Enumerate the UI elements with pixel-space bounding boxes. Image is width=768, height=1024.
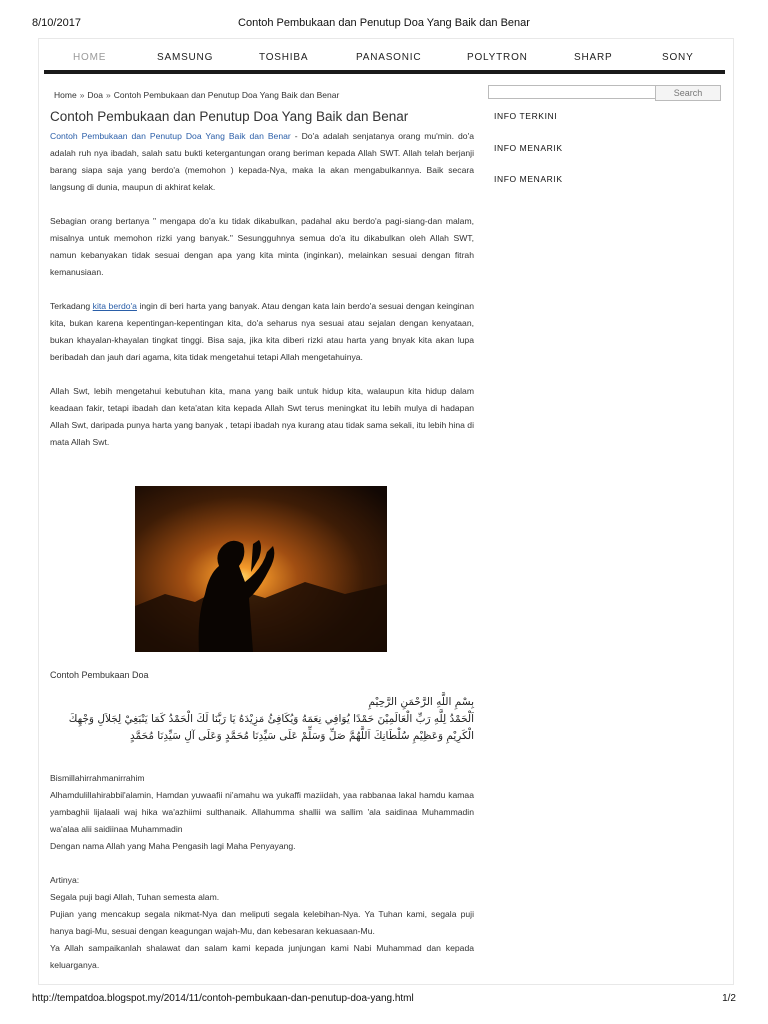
transliteration-block [50, 770, 474, 974]
breadcrumb-category[interactable]: Doa [87, 90, 104, 100]
transliteration-text: Alhamdulillahirabbil'alamin, Hamdan yuwaafii ni'amahu wa yukaffi maziidah, yaa rabbanaa lakal hamdu kamaa yambaghii lijalaali waj hika wa'azhiimi sulthanaik. Allahumma shallii wa sallim 'ala saidinaa Muhammadin wa'alaa alii saidiinaa Muhammadin [50, 790, 474, 834]
section-label-pembukaan: Contoh Pembukaan Doa [50, 670, 149, 680]
nav-item-polytron[interactable]: POLYTRON [467, 52, 528, 63]
widget-title-info-terkini: INFO TERKINI [494, 111, 558, 121]
praying-silhouette-graphic [135, 486, 387, 652]
breadcrumb [54, 90, 339, 100]
meaning-line: Dengan nama Allah yang Maha Pengasih lagi Maha Penyayang. [50, 841, 296, 851]
breadcrumb-separator: » [106, 90, 111, 100]
widget-title-info-menarik-2: INFO MENARIK [494, 174, 563, 184]
breadcrumb-separator: » [79, 90, 85, 100]
paragraph-question: Sebagian orang bertanya " mengapa do'a ku tidak dikabulkan, padahal aku berdo'a pagi-siang-dan malam, misalnya untuk memohon rizki yang banyak." Sesungguhnya semua do'a itu dikabulkan oleh Allah SWT, namun kebanyakan tidak sesuai dengan apa yang kita minta (inginkan), melainkan sesuai dengan fitrah kemanusiaan. [50, 216, 474, 277]
nav-item-samsung[interactable]: SAMSUNG [157, 52, 214, 63]
lead-link[interactable]: Contoh Pembukaan dan Penutup Doa Yang Baik dan Benar [50, 131, 291, 141]
artinya-line: Pujian yang mencakup segala nikmat-Nya dan meliputi segala kelebihan-Nya. Ya Tuhan kami, segala puji hanya bagi-Mu, sesuai dengan keagungan wajah-Mu, dan kebesaran kekuasaan-Mu. [50, 909, 474, 936]
artinya-label: Artinya: [50, 875, 80, 885]
nav-item-toshiba[interactable]: TOSHIBA [259, 52, 309, 63]
widget-title-info-menarik: INFO MENARIK [494, 143, 563, 153]
arabic-prayer: اَلْحَمْدُ لِلَّهِ رَبِّ الْعَالَمِيْنَ حَمْدًا يُوَافِي نِعَمَهُ وَيُكَافِئُ مَزِيْدَهُ يَا رَبَّنَا لَكَ الْحَمْدُ كَمَا يَنْبَغِيْ لِجَلاَلِ وَجْهِكَ الْكَرِيْمِ وَعَظِيْمِ سُلْطَانِكَ اَللَّهُمَّ صَلِّ وَسَلِّمْ عَلَى سَيِّدِنَا مُحَمَّدٍ وَعَلَى آلِ سَيِّدِنَا مُحَمَّدٍ [68, 713, 474, 742]
search-input[interactable] [488, 85, 656, 99]
paragraph-wealth-start: Terkadang [50, 301, 93, 311]
nav-item-panasonic[interactable]: PANASONIC [356, 52, 422, 63]
top-nav [39, 39, 733, 73]
print-page-number: 1/2 [722, 993, 736, 1004]
paragraph-intro-text: - Do'a adalah senjatanya orang mu'min. do'a adalah ruh nya ibadah, salah satu bukti ketergantungan orang beriman kepada Allah SWT. Allah telah berjanji barang siapa saja yang berdo'a (memohon ) kepada-Nya, maka Ia akan mengabulkannya. Baik secara langsung di dunia, maupun di akhirat kelak. [50, 131, 474, 192]
search-button[interactable]: Search [655, 85, 721, 101]
breadcrumb-home[interactable]: Home [54, 90, 77, 100]
nav-divider-bar [44, 70, 725, 74]
praying-silhouette-image [135, 486, 387, 652]
artinya-line: Segala puji bagi Allah, Tuhan semesta alam. [50, 892, 220, 902]
nav-item-sharp[interactable]: SHARP [574, 52, 613, 63]
print-url: http://tempatdoa.blogspot.my/2014/11/contoh-pembukaan-dan-penutup-doa-yang.html [32, 993, 414, 1004]
print-title: Contoh Pembukaan dan Penutup Doa Yang Baik dan Benar [238, 17, 530, 29]
paragraph-knowledge: Allah Swt, lebih mengetahui kebutuhan kita, mana yang baik untuk hidup kita, walaupun kita hidup dalam keadaan fakir, tetapi ibadah dan keta'atan kita kepada Allah Swt terus meningkat itu lebih mulya di hadapan Allah Swt, daripada punya harta yang banyak , tetapi ibadah nya kurang atau tidak sama sekali, itu lebih hina di mata Allah Swt. [50, 386, 474, 447]
nav-item-home[interactable]: HOME [73, 52, 107, 63]
nav-item-sony[interactable]: SONY [662, 52, 694, 63]
transliteration-title: Bismillahirrahmanirrahim [50, 773, 145, 783]
print-date: 8/10/2017 [32, 17, 81, 29]
post-title: Contoh Pembukaan dan Penutup Doa Yang Baik dan Benar [50, 109, 409, 124]
arabic-prayer-text [50, 694, 474, 745]
breadcrumb-current: Contoh Pembukaan dan Penutup Doa Yang Baik dan Benar [113, 90, 340, 100]
arabic-basmala: بِسْمِ اللَّهِ الرَّحْمَنِ الرَّحِيْمِ [368, 696, 474, 708]
blog-page [38, 38, 734, 985]
paragraph-wealth [50, 298, 474, 366]
paragraph-intro [50, 128, 474, 196]
kita-berdoa-link[interactable]: kita berdo'a [92, 301, 137, 311]
post-body [50, 128, 474, 468]
artinya-line: Ya Allah sampaikanlah shalawat dan salam kami kepada junjungan kami Nabi Muhammad dan kepada keluarganya. [50, 943, 474, 970]
paragraph-wealth-text: ingin di beri harta yang banyak. Atau dengan kata lain berdo'a sesuai dengan keinginan kita, bukan karena kepentingan-kepentingan kita, do'a seharus nya sesuai atau sejalan dengan kenyataan, bukan khayalan-khayalan tingkat tinggi. Bisa saja, jika kita diberi rizki atau harta yang bnyak kita akan lupa beribadah dan jauh dari agama, kita tidak mengetahui tetapi Allah mengetahuinya. [50, 301, 474, 362]
